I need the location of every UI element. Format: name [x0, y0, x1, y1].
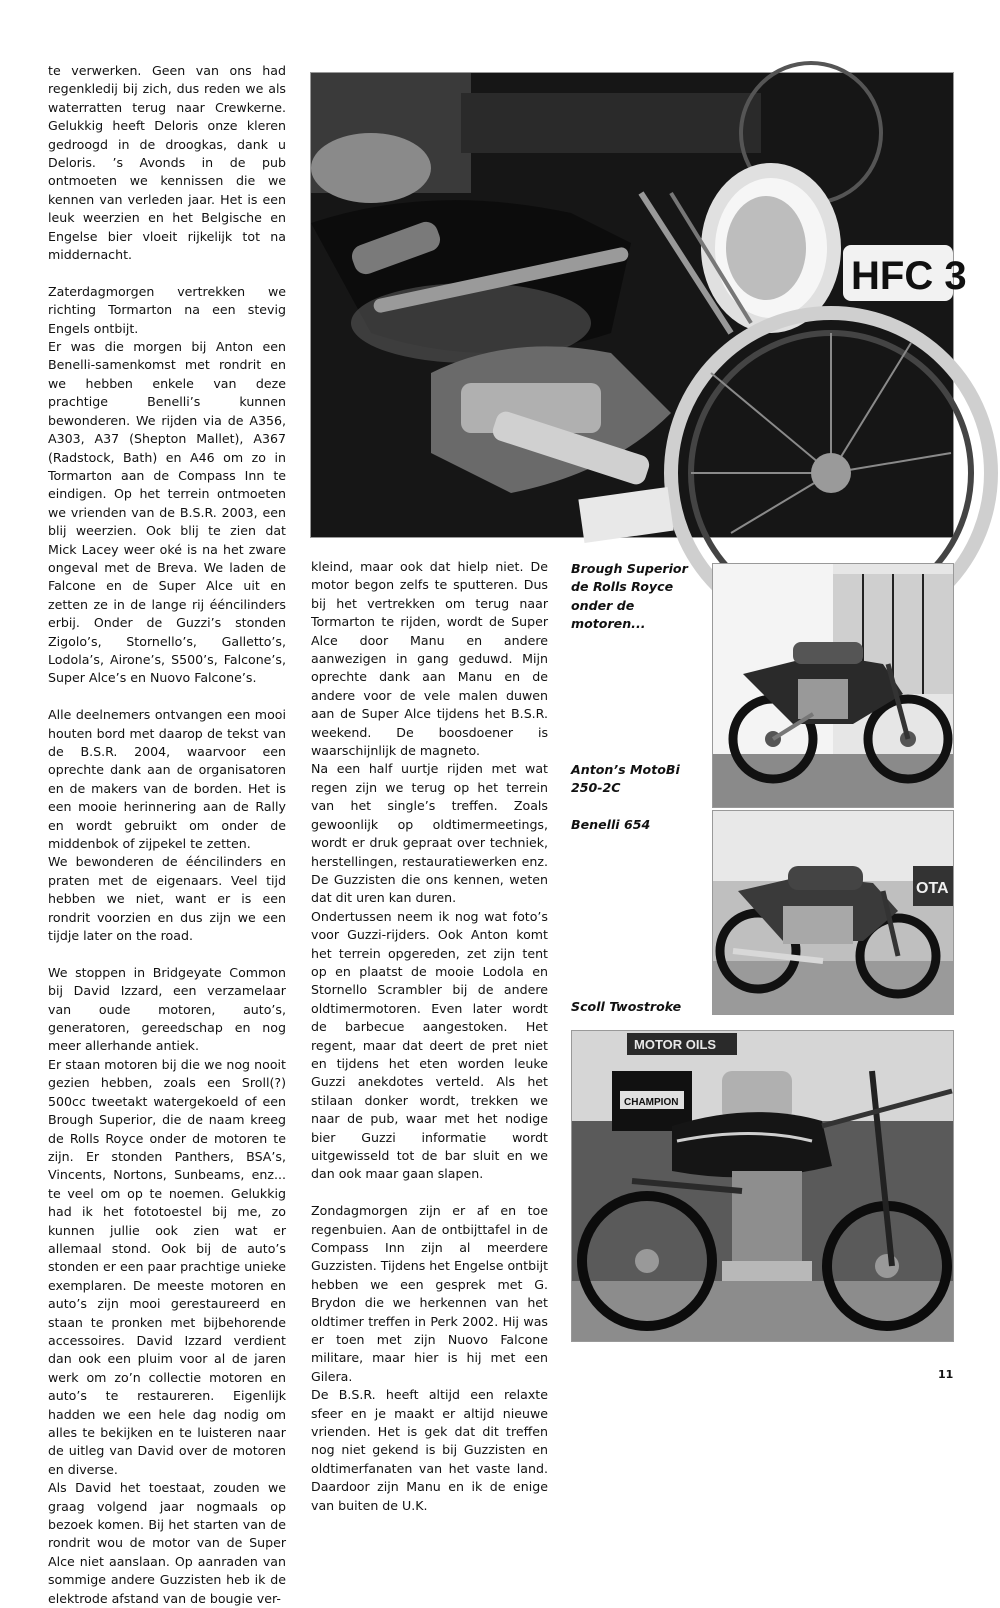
photo-benelli-654: [712, 810, 954, 1015]
photo-motobi-250: [712, 563, 954, 808]
caption-brough-superior: Brough Superior de Rolls Royce onder de motoren...: [571, 561, 688, 632]
caption-scott: Scoll Twostroke: [571, 999, 682, 1014]
caption-motobi: Anton’s MotoBi 250-2C: [571, 762, 680, 796]
paragraph: We stoppen in Bridgeyate Common bij David Izzard, een verzamelaar van oude motoren, auto’s, generatoren, gereedschap en nog meer allerhande antiek.: [48, 964, 286, 1054]
paragraph: Als David het toestaat, zouden we graag volgend jaar nogmaals op bezoek komen. Bij het starten van de rondrit wou de motor van de Super Alce niet aanslaan. Op aanraden van sommige andere Guzzisten heb ik de elektrode afstand van de bougie ver-: [48, 1480, 286, 1606]
paragraph: We bewonderen de ééncilinders en praten met de eigenaars. Veel tijd hebben we niet, want er is een rondrit voorzien en dus zijn we een tijdje later on the road.: [48, 854, 286, 944]
paragraph: kleind, maar ook dat hielp niet. De motor begon zelfs te sputteren. Dus bij het vertrekken om terug naar Tormarton te rijden, wordt de Super Alce door Manu en andere aanwezigen in gang geduwd. Mijn oprechte dank aan Manu en de andere voor de vele malen duwen aan de Super Alce tijdens het B.S.R. weekend. De boosdoener is waarschijnlijk de magneto.: [311, 559, 548, 759]
paragraph: Na een half uurtje rijden met wat regen zijn we terug op het terrein van het single’s treffen. Zoals gewoonlijk op oldtimermeetings, wordt er druk gepraat over techniek, herstellingen, restauratiewerken enz. De Guzzisten die ons kennen, weten dat dit uren kan duren.: [311, 761, 548, 906]
number-plate-text: HFC 3: [851, 254, 967, 298]
page-number: 11: [938, 1368, 954, 1381]
champion-sign-text: CHAMPION: [624, 1097, 679, 1108]
paragraph: Zaterdagmorgen vertrekken we richting Tormarton na een stevig Engels ontbijt.: [48, 283, 286, 336]
text-column-middle: [311, 558, 548, 1515]
paragraph: Er staan motoren bij die we nog nooit gezien hebben, zoals een Sroll(?) 500cc tweetakt watergekoeld of een Brough Superior, die de naam kreeg de Rolls Royce onder de motoren te zijn. Er stonden Panthers, BSA’s, Vincents, Nortons, Sunbeams, enz... te veel om op te noemen. Gelukkig had ik het fototoestel bij me, zo kunnen jullie ook zien wat er allemaal stond. Ook bij de auto’s stonden er een paar prachtige unieke exemplaren. De meeste motoren en auto’s zijn mooi gerestaureerd en staan te pronken met bijbehorende accessoires. David Izzard verdient dan ook een pluim voor al de jaren werk om zo’n collectie motoren en auto’s te restaureren. Eigenlijk hadden we een hele dag nodig om alles te bekijken en te luisteren naar de uitleg van David over de motoren en diverse.: [48, 1056, 286, 1477]
photo-scott-twostroke: [571, 1030, 954, 1342]
paragraph: Alle deelnemers ontvangen een mooi houten bord met daarop de tekst van de B.S.R. 2004, waarvoor een oprechte dank aan de organisatoren en de makers van de borden. Het is een mooie herinnering aan de Rally en wordt gebruikt om onder de middenbok of zijpekel te zetten.: [48, 707, 286, 852]
paragraph: Zondagmorgen zijn er af en toe regenbuien. Aan de ontbijttafel in de Compass Inn zijn al meerdere Guzzisten. Tijdens het Engelse ontbijt hebben we een gesprek met G. Brydon die we herkennen van het oldtimer treffen in Perk 2002. Hij was er toen met zijn Nuovo Falcone militare, maar hier is hij met een Gilera.: [311, 1203, 549, 1384]
motor-oils-sign-text: MOTOR OILS: [634, 1037, 717, 1052]
paragraph: te verwerken. Geen van ons had regenkledij bij zich, dus reden we als waterratten terug naar Crewkerne. Gelukkig heeft Deloris onze kleren gedroogd in de droogkas, dank u Deloris. ’s Avonds in de pub ontmoeten we kennissen die we kennen van verleden jaar. Het is een leuk weerzien en het Belgische en Engelse bier vloeit rijkelijk tot na middernacht.: [48, 63, 286, 263]
paragraph: Ondertussen neem ik nog wat foto’s voor Guzzi-rijders. Ook Anton komt het terrein opgereden, zet zijn tent op en plaatst de mooie Lodola en Stornello Scrambler bij de andere oldtimermotoren. Even later wordt de barbecue aangestoken. Het regent, maar dat deert de pret niet en tijdens het eten worden leuke Guzzi anekdotes verteld. Als het stilaan donker wordt, trekken we naar de pub, waar met het nodige bier Guzzi informatie wordt uitgewisseld tot de bar sluit en we dan ook maar gaan slapen.: [311, 908, 548, 1182]
photo-brough-superior: [310, 72, 967, 538]
paragraph: De B.S.R. heeft altijd een relaxte sfeer en je maakt er altijd nieuwe vrienden. Het is gek dat dit treffen nog niet gekend is bij Guzzisten en oldtimerfanaten van het vaste land. Daardoor zijn Manu en ik de enige van buiten de U.K.: [311, 1387, 548, 1513]
ota-sign-text: OTA: [916, 880, 949, 897]
text-column-left: [48, 62, 286, 1608]
caption-benelli: Benelli 654: [571, 817, 651, 832]
paragraph: Er was die morgen bij Anton een Benelli-samenkomst met rondrit en we hebben enkele van deze prachtige Benelli’s kunnen bewonderen. We rijden via de A356, A303, A37 (Shepton Mallet), A367 (Radstock, Bath) en A46 om zo in Tormarton aan de Compass Inn te eindigen. Op het terrein ontmoeten we vrienden van de B.S.R. 2003, een blij weerzien. Ook blij te zien dat Mick Lacey weer oké is na het zware ongeval met de Breva. We laden de Falcone en de Super Alce uit en zetten ze in de lange rij ééncilinders erbij. Onder de Guzzi’s stonden Zigolo’s, Stornello’s, Galletto’s, Lodola’s, Airone’s, S500’s, Falcone’s, Super Alce’s en Nuovo Falcone’s.: [48, 339, 286, 686]
